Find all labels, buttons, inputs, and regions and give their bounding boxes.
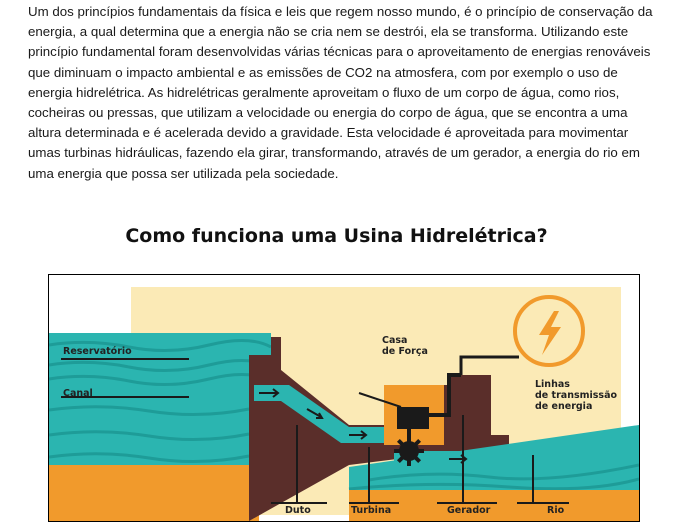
label-gerador: Gerador [447, 505, 491, 516]
label-reservatorio: Reservatório [63, 346, 132, 357]
turbine-gear-icon [394, 436, 424, 466]
label-rio: Rio [547, 505, 565, 516]
intro-paragraph: Um dos princípios fundamentais da física e leis que regem nosso mundo, é o princípio de conservação da energia, a qual determina que a energia não se cria nem se destrói, ela se transforma. Utilizando este princípio fundamental foram desenvolvidas várias técnicas para o aproveitamento de energias renováveis que diminuam o impacto ambiental e as emissões de CO2 na atmosfera, com por exemplo o uso de energia hidrelétrica. As hidrelétricas geralmente aproveitam o fluxo de um corpo de água, como rios, cocheiras ou pressas, que utilizam a velocidade ou energia do corpo de água, que se encontra a uma altura determinada e é acelerada devido a gravidade. Esta velocidade é aproveitada para movimentar umas turbinas hidráulicas, fazendo ela girar, transformando, através de um gerador, a energia do rio em uma energia que possa ser utilizada pela sociedade. [28, 4, 653, 181]
label-canal: Canal [63, 388, 93, 399]
right-ground [349, 490, 639, 521]
label-duto: Duto [285, 505, 311, 516]
figure-title: Como funciona uma Usina Hidrelétrica? [125, 225, 548, 247]
label-linhas-transmissao: Linhas de transmissão de energia [535, 379, 618, 412]
hydro-plant-diagram [48, 274, 640, 522]
label-casa-de-forca: Casa de Força [382, 335, 428, 357]
ground [49, 465, 259, 521]
generator-box [397, 407, 429, 429]
label-turbina: Turbina [351, 505, 392, 516]
